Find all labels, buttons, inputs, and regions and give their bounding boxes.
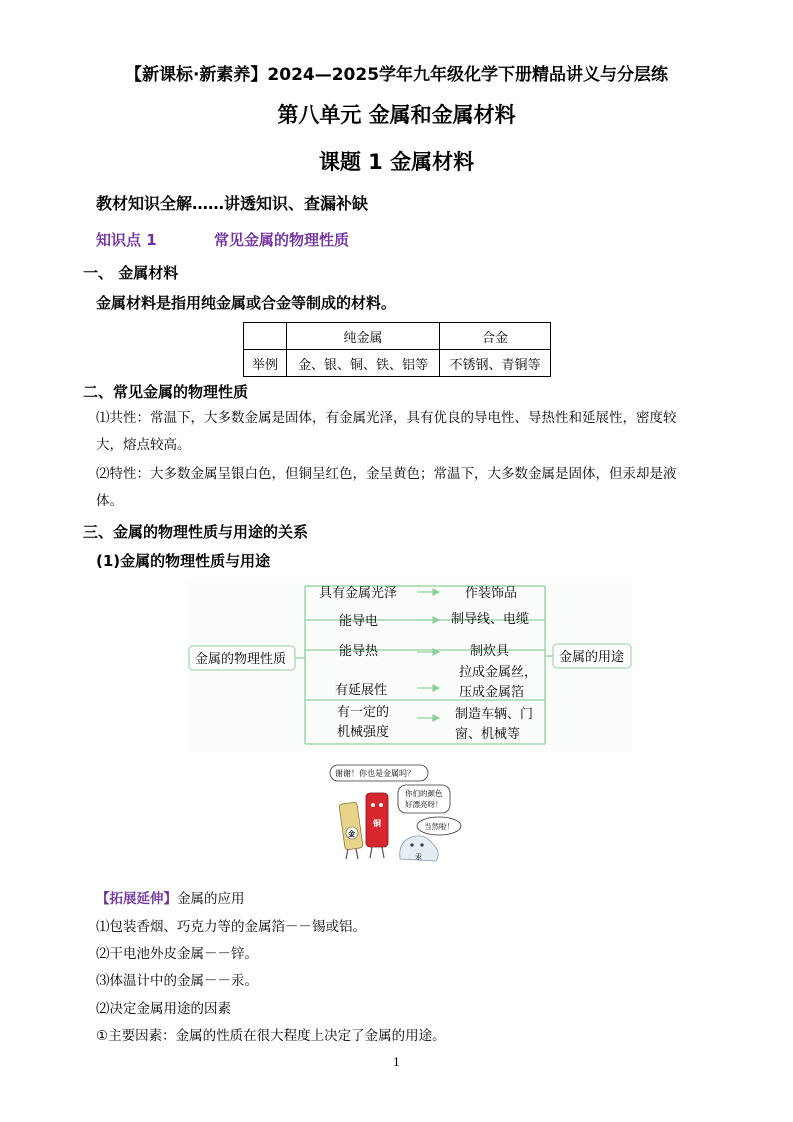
document-header: 【新课标·新素养】2024—2025学年九年级化学下册精品讲义与分层练 [124,65,669,85]
bubble-text: 好漂亮呀！ [405,800,443,809]
property-label: 能导热 [339,644,379,659]
metals-cartoon [328,763,464,865]
table-cell: 金、银、铜、铁、铝等 [287,350,440,377]
knowledge-point-title: 常见金属的物理性质 [214,231,350,249]
bubble-text: 当然啦！ [424,822,454,831]
use-label: 压成金属箔 [459,685,525,700]
main-factor: ①主要因素：金属的性质在很大程度上决定了金属的用途。 [96,1028,446,1044]
property-label: 具有金属光泽 [319,586,398,601]
use-label: 作装饰品 [465,586,518,601]
part3-subheading: (1)金属的物理性质与用途 [96,552,271,570]
part1-definition: 金属材料是指用纯金属或合金等制成的材料。 [96,294,397,312]
special-properties-line1: ⑵特性：大多数金属呈银白色，但铜呈红色，金呈黄色；常温下，大多数金属是固体，但汞却是液 [96,466,677,482]
usage-factors-heading: ⑵决定金属用途的因素 [96,1001,231,1017]
bubble-text: 谢谢！你也是金属吗？ [335,769,415,778]
unit-title: 第八单元 金属和金属材料 [277,103,516,127]
part1-heading: 一、 金属材料 [83,264,179,282]
extension-line [96,886,245,913]
extension-tag: 【拓展延伸】 [96,891,177,907]
gold-character [339,802,363,859]
bubble-text: 你们的颜色 [405,789,443,798]
table-header-cell: 纯金属 [287,323,440,350]
table-row [244,350,551,377]
property-label: 能导电 [339,614,379,629]
extension-item: ⑶体温计中的金属－－汞。 [96,973,258,989]
diagram-right-label: 金属的用途 [559,650,625,665]
use-label: 制导线、电缆 [451,612,530,627]
property-label: 机械强度 [337,725,390,740]
page-number: 1 [393,1056,400,1069]
mercury-character [400,836,439,861]
part2-heading: 二、常见金属的物理性质 [83,383,249,401]
use-label: 制造车辆、门 [455,707,534,722]
table-header-row [244,323,551,350]
knowledge-point-label: 知识点 1 [96,231,157,249]
extension-title: 金属的应用 [177,891,245,907]
use-label: 制炊具 [470,644,510,659]
lesson-title: 课题 1 金属材料 [318,150,475,174]
common-properties-line2: 大，熔点较高。 [96,437,191,453]
gold-label: 金 [348,830,355,838]
special-properties-line2: 体。 [96,493,123,509]
part3-heading: 三、金属的物理性质与用途的关系 [83,523,309,541]
extension-item: ⑴包装香烟、巧克力等的金属箔－－锡或铝。 [96,919,366,935]
property-use-diagram [187,580,633,752]
copper-label: 铜 [373,819,381,828]
copper-character [366,793,388,858]
use-label: 拉成金属丝， [459,665,538,680]
property-label: 有延展性 [335,683,388,698]
section-intro: 教材知识全解……讲透知识、查漏补缺 [96,194,369,213]
mercury-label: 汞 [415,853,422,861]
property-label: 有一定的 [337,705,390,720]
extension-item: ⑵干电池外皮金属－－锌。 [96,946,258,962]
table-header-cell: 合金 [440,323,551,350]
common-properties-line1: ⑴共性：常温下，大多数金属是固体，有金属光泽，具有优良的导电性、导热性和延展性，密度较 [96,410,677,426]
metal-materials-table [243,322,551,377]
use-label: 窗、机械等 [455,727,521,742]
table-cell: 举例 [244,350,287,377]
table-cell: 不锈钢、青铜等 [440,350,551,377]
table-header-cell [244,323,287,350]
diagram-left-label: 金属的物理性质 [195,652,287,667]
